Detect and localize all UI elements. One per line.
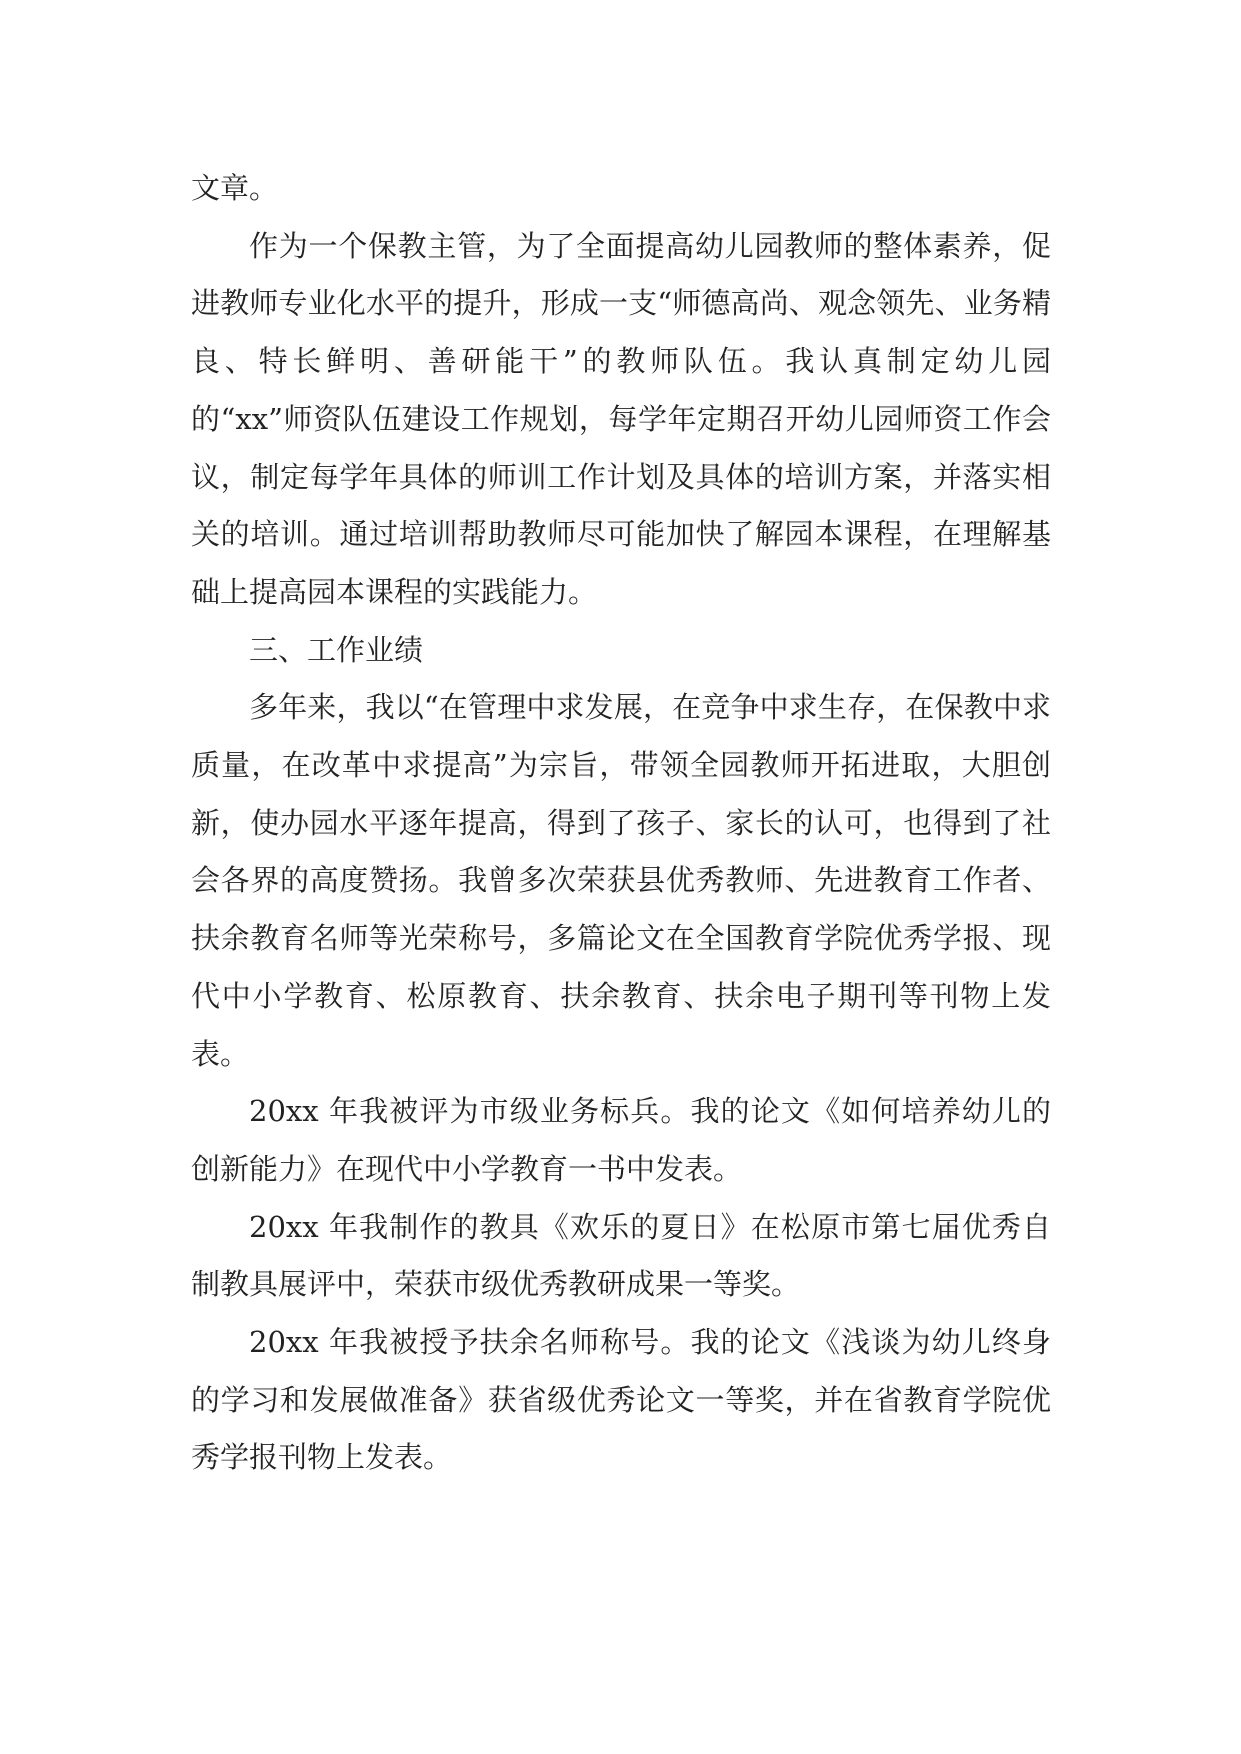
paragraph-continuation: 文章。 <box>191 171 279 205</box>
section-heading-work-achievements: 三、工作业绩 <box>249 632 424 667</box>
paragraph-award-3: 20xx 年我被授予扶余名师称号。我的论文《浅谈为幼儿终身的学习和发展做准备》获省级优秀论文一等奖，并在省教育学院优秀学报刊物上发表。 <box>191 1325 1051 1475</box>
paragraph-teacher-training: 作为一个保教主管，为了全面提高幼儿园教师的整体素养，促进教师专业化水平的提升，形成一支“师德高尚、观念领先、业务精良、特长鲜明、善研能干”的教师队伍。我认真制定幼儿园的“xx”师资队伍建设工作规划，每学年定期召开幼儿园师资工作会议，制定每学年具体的师训工作计划及具体的培训方案，并落实相关的培训。通过培训帮助教师尽可能加快了解园本课程，在理解基础上提高园本课程的实践能力。 <box>191 228 1051 609</box>
paragraph-achievements-summary: 多年来，我以“在管理中求发展，在竞争中求生存，在保教中求质量，在改革中求提高”为宗旨，带领全园教师开拓进取，大胆创新，使办园水平逐年提高，得到了孩子、家长的认可，也得到了社会各界的高度赞扬。我曾多次荣获县优秀教师、先进教育工作者、扶余教育名师等光荣称号，多篇论文在全国教育学院优秀学报、现代中小学教育、松原教育、扶余教育、扶余电子期刊等刊物上发表。 <box>191 690 1051 1071</box>
paragraph-award-1: 20xx 年我被评为市级业务标兵。我的论文《如何培养幼儿的创新能力》在现代中小学教育一书中发表。 <box>191 1094 1051 1186</box>
document-body <box>191 160 1051 1487</box>
paragraph-award-2: 20xx 年我制作的教具《欢乐的夏日》在松原市第七届优秀自制教具展评中，荣获市级优秀教研成果一等奖。 <box>191 1209 1051 1302</box>
